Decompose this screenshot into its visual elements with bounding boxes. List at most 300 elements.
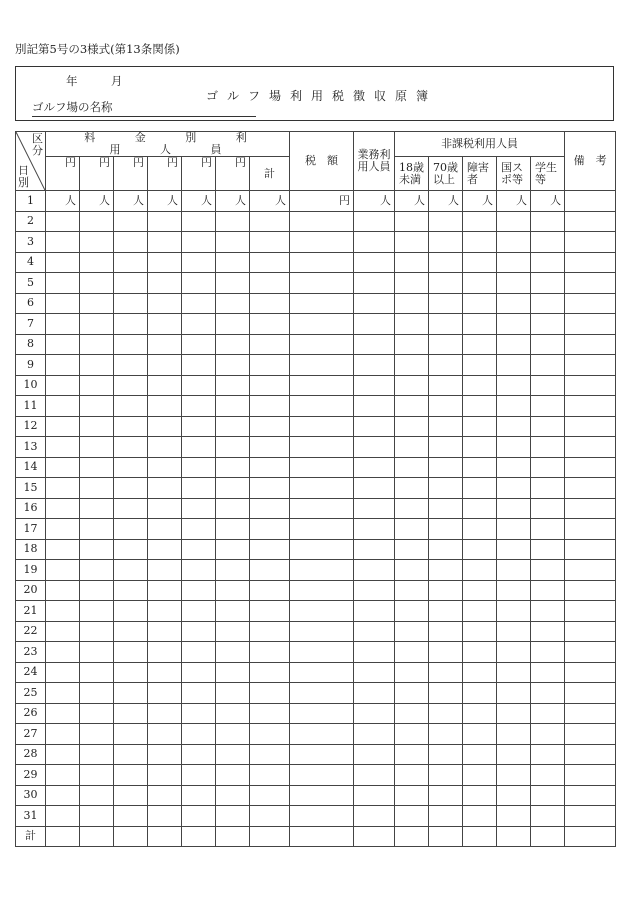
entry-cell[interactable]: [148, 355, 182, 376]
entry-cell[interactable]: [182, 826, 216, 847]
entry-cell[interactable]: [216, 498, 250, 519]
entry-cell[interactable]: [354, 744, 395, 765]
entry-cell[interactable]: [148, 273, 182, 294]
entry-cell[interactable]: [531, 293, 565, 314]
entry-cell[interactable]: [429, 273, 463, 294]
entry-cell[interactable]: [531, 785, 565, 806]
entry-cell[interactable]: [80, 519, 114, 540]
entry-cell[interactable]: [429, 765, 463, 786]
entry-cell[interactable]: [114, 211, 148, 232]
entry-cell[interactable]: [114, 785, 148, 806]
entry-cell[interactable]: [354, 826, 395, 847]
entry-cell[interactable]: [114, 396, 148, 417]
entry-cell[interactable]: [531, 375, 565, 396]
entry-cell[interactable]: [429, 806, 463, 827]
entry-cell[interactable]: [531, 621, 565, 642]
entry-cell[interactable]: [497, 703, 531, 724]
entry-cell[interactable]: [395, 539, 429, 560]
entry-cell[interactable]: [565, 519, 616, 540]
entry-cell[interactable]: [46, 396, 80, 417]
entry-cell[interactable]: [290, 314, 354, 335]
entry-cell[interactable]: [290, 416, 354, 437]
entry-cell[interactable]: [395, 498, 429, 519]
entry-cell[interactable]: [114, 375, 148, 396]
entry-cell[interactable]: [395, 478, 429, 499]
entry-cell[interactable]: [395, 375, 429, 396]
entry-cell[interactable]: [531, 252, 565, 273]
entry-cell[interactable]: [531, 806, 565, 827]
entry-cell[interactable]: [531, 519, 565, 540]
entry-cell[interactable]: [463, 621, 497, 642]
entry-cell[interactable]: [114, 273, 148, 294]
entry-cell[interactable]: [216, 375, 250, 396]
entry-cell[interactable]: [395, 457, 429, 478]
entry-cell[interactable]: [395, 744, 429, 765]
entry-cell[interactable]: [250, 826, 290, 847]
entry-cell[interactable]: [250, 498, 290, 519]
entry-cell[interactable]: [463, 293, 497, 314]
entry-cell[interactable]: [46, 724, 80, 745]
entry-cell[interactable]: [182, 273, 216, 294]
entry-cell[interactable]: [46, 601, 80, 622]
entry-cell[interactable]: [565, 806, 616, 827]
entry-cell[interactable]: [250, 683, 290, 704]
entry-cell[interactable]: [216, 662, 250, 683]
entry-cell[interactable]: [114, 765, 148, 786]
entry-cell[interactable]: [216, 478, 250, 499]
entry-cell[interactable]: [463, 601, 497, 622]
entry-cell[interactable]: [497, 724, 531, 745]
entry-cell[interactable]: [429, 396, 463, 417]
entry-cell[interactable]: [429, 314, 463, 335]
entry-cell[interactable]: [531, 437, 565, 458]
entry-cell[interactable]: [395, 232, 429, 253]
entry-cell[interactable]: [395, 314, 429, 335]
unit-cell[interactable]: 人: [114, 191, 148, 212]
entry-cell[interactable]: [114, 662, 148, 683]
entry-cell[interactable]: [80, 232, 114, 253]
entry-cell[interactable]: [290, 437, 354, 458]
entry-cell[interactable]: [497, 314, 531, 335]
entry-cell[interactable]: [290, 662, 354, 683]
entry-cell[interactable]: [250, 375, 290, 396]
entry-cell[interactable]: [182, 601, 216, 622]
entry-cell[interactable]: [46, 765, 80, 786]
entry-cell[interactable]: [114, 744, 148, 765]
entry-cell[interactable]: [290, 560, 354, 581]
entry-cell[interactable]: [290, 765, 354, 786]
entry-cell[interactable]: [148, 806, 182, 827]
entry-cell[interactable]: [354, 539, 395, 560]
entry-cell[interactable]: [182, 334, 216, 355]
entry-cell[interactable]: [463, 416, 497, 437]
entry-cell[interactable]: [182, 232, 216, 253]
entry-cell[interactable]: [354, 601, 395, 622]
entry-cell[interactable]: [250, 437, 290, 458]
entry-cell[interactable]: [497, 375, 531, 396]
entry-cell[interactable]: [216, 334, 250, 355]
entry-cell[interactable]: [429, 498, 463, 519]
entry-cell[interactable]: [80, 375, 114, 396]
entry-cell[interactable]: [463, 478, 497, 499]
entry-cell[interactable]: [114, 334, 148, 355]
entry-cell[interactable]: [497, 683, 531, 704]
entry-cell[interactable]: [46, 683, 80, 704]
entry-cell[interactable]: [216, 437, 250, 458]
entry-cell[interactable]: [290, 498, 354, 519]
entry-cell[interactable]: [148, 293, 182, 314]
entry-cell[interactable]: [250, 232, 290, 253]
entry-cell[interactable]: [463, 396, 497, 417]
entry-cell[interactable]: [148, 580, 182, 601]
entry-cell[interactable]: [216, 396, 250, 417]
entry-cell[interactable]: [250, 396, 290, 417]
entry-cell[interactable]: [250, 416, 290, 437]
entry-cell[interactable]: [148, 642, 182, 663]
entry-cell[interactable]: [182, 437, 216, 458]
entry-cell[interactable]: [148, 601, 182, 622]
entry-cell[interactable]: [46, 437, 80, 458]
entry-cell[interactable]: [216, 211, 250, 232]
entry-cell[interactable]: [429, 662, 463, 683]
entry-cell[interactable]: [354, 273, 395, 294]
entry-cell[interactable]: [429, 232, 463, 253]
entry-cell[interactable]: [46, 232, 80, 253]
entry-cell[interactable]: [80, 662, 114, 683]
entry-cell[interactable]: [46, 211, 80, 232]
entry-cell[interactable]: [114, 642, 148, 663]
entry-cell[interactable]: [354, 621, 395, 642]
entry-cell[interactable]: [80, 642, 114, 663]
entry-cell[interactable]: [497, 334, 531, 355]
entry-cell[interactable]: [182, 478, 216, 499]
entry-cell[interactable]: [114, 416, 148, 437]
entry-cell[interactable]: [429, 724, 463, 745]
entry-cell[interactable]: [354, 252, 395, 273]
entry-cell[interactable]: [463, 642, 497, 663]
entry-cell[interactable]: [114, 806, 148, 827]
entry-cell[interactable]: [114, 478, 148, 499]
entry-cell[interactable]: [290, 457, 354, 478]
entry-cell[interactable]: [354, 211, 395, 232]
entry-cell[interactable]: [497, 252, 531, 273]
entry-cell[interactable]: [395, 642, 429, 663]
entry-cell[interactable]: [148, 457, 182, 478]
entry-cell[interactable]: [182, 519, 216, 540]
entry-cell[interactable]: [429, 211, 463, 232]
entry-cell[interactable]: [216, 560, 250, 581]
entry-cell[interactable]: [182, 252, 216, 273]
entry-cell[interactable]: [565, 355, 616, 376]
entry-cell[interactable]: [46, 806, 80, 827]
entry-cell[interactable]: [395, 580, 429, 601]
entry-cell[interactable]: [354, 375, 395, 396]
entry-cell[interactable]: [46, 560, 80, 581]
entry-cell[interactable]: [429, 293, 463, 314]
entry-cell[interactable]: [46, 293, 80, 314]
entry-cell[interactable]: [114, 293, 148, 314]
entry-cell[interactable]: [148, 519, 182, 540]
entry-cell[interactable]: [463, 375, 497, 396]
entry-cell[interactable]: [290, 478, 354, 499]
entry-cell[interactable]: [290, 355, 354, 376]
entry-cell[interactable]: [463, 683, 497, 704]
entry-cell[interactable]: [182, 703, 216, 724]
entry-cell[interactable]: [429, 416, 463, 437]
entry-cell[interactable]: [395, 293, 429, 314]
entry-cell[interactable]: [565, 662, 616, 683]
entry-cell[interactable]: [497, 519, 531, 540]
entry-cell[interactable]: [216, 273, 250, 294]
entry-cell[interactable]: [250, 662, 290, 683]
entry-cell[interactable]: [148, 539, 182, 560]
entry-cell[interactable]: [148, 744, 182, 765]
entry-cell[interactable]: [354, 457, 395, 478]
entry-cell[interactable]: [148, 621, 182, 642]
entry-cell[interactable]: [531, 211, 565, 232]
entry-cell[interactable]: [565, 621, 616, 642]
unit-cell[interactable]: 人: [531, 191, 565, 212]
unit-cell[interactable]: 人: [395, 191, 429, 212]
entry-cell[interactable]: [531, 355, 565, 376]
entry-cell[interactable]: [80, 293, 114, 314]
entry-cell[interactable]: [290, 252, 354, 273]
entry-cell[interactable]: [354, 437, 395, 458]
entry-cell[interactable]: [395, 662, 429, 683]
entry-cell[interactable]: [395, 252, 429, 273]
entry-cell[interactable]: [80, 416, 114, 437]
entry-cell[interactable]: [463, 703, 497, 724]
entry-cell[interactable]: [80, 621, 114, 642]
entry-cell[interactable]: [182, 375, 216, 396]
entry-cell[interactable]: [46, 826, 80, 847]
entry-cell[interactable]: [395, 601, 429, 622]
entry-cell[interactable]: [429, 539, 463, 560]
entry-cell[interactable]: [250, 765, 290, 786]
entry-cell[interactable]: [182, 293, 216, 314]
entry-cell[interactable]: [565, 478, 616, 499]
entry-cell[interactable]: [354, 580, 395, 601]
entry-cell[interactable]: [429, 560, 463, 581]
unit-cell[interactable]: 円: [290, 191, 354, 212]
entry-cell[interactable]: [250, 519, 290, 540]
entry-cell[interactable]: [114, 252, 148, 273]
entry-cell[interactable]: [354, 662, 395, 683]
entry-cell[interactable]: [216, 826, 250, 847]
entry-cell[interactable]: [463, 498, 497, 519]
entry-cell[interactable]: [114, 826, 148, 847]
entry-cell[interactable]: [395, 683, 429, 704]
entry-cell[interactable]: [114, 580, 148, 601]
entry-cell[interactable]: [395, 724, 429, 745]
entry-cell[interactable]: [46, 744, 80, 765]
entry-cell[interactable]: [531, 724, 565, 745]
entry-cell[interactable]: [46, 314, 80, 335]
entry-cell[interactable]: [80, 273, 114, 294]
entry-cell[interactable]: [463, 785, 497, 806]
entry-cell[interactable]: [531, 744, 565, 765]
entry-cell[interactable]: [250, 273, 290, 294]
entry-cell[interactable]: [531, 416, 565, 437]
entry-cell[interactable]: [250, 703, 290, 724]
entry-cell[interactable]: [290, 601, 354, 622]
entry-cell[interactable]: [148, 416, 182, 437]
entry-cell[interactable]: [80, 560, 114, 581]
entry-cell[interactable]: [80, 724, 114, 745]
entry-cell[interactable]: [148, 314, 182, 335]
entry-cell[interactable]: [531, 580, 565, 601]
entry-cell[interactable]: [80, 314, 114, 335]
entry-cell[interactable]: [216, 457, 250, 478]
entry-cell[interactable]: [290, 724, 354, 745]
entry-cell[interactable]: [354, 806, 395, 827]
unit-cell[interactable]: 人: [497, 191, 531, 212]
entry-cell[interactable]: [565, 560, 616, 581]
entry-cell[interactable]: [46, 498, 80, 519]
entry-cell[interactable]: [463, 457, 497, 478]
entry-cell[interactable]: [182, 416, 216, 437]
entry-cell[interactable]: [531, 662, 565, 683]
entry-cell[interactable]: [148, 211, 182, 232]
entry-cell[interactable]: [80, 744, 114, 765]
unit-cell[interactable]: 人: [250, 191, 290, 212]
entry-cell[interactable]: [463, 539, 497, 560]
entry-cell[interactable]: [148, 396, 182, 417]
entry-cell[interactable]: [463, 580, 497, 601]
entry-cell[interactable]: [565, 765, 616, 786]
entry-cell[interactable]: [497, 211, 531, 232]
entry-cell[interactable]: [250, 601, 290, 622]
entry-cell[interactable]: [182, 621, 216, 642]
entry-cell[interactable]: [429, 703, 463, 724]
entry-cell[interactable]: [46, 478, 80, 499]
entry-cell[interactable]: [290, 273, 354, 294]
unit-cell[interactable]: 人: [182, 191, 216, 212]
entry-cell[interactable]: [531, 457, 565, 478]
entry-cell[interactable]: [497, 539, 531, 560]
entry-cell[interactable]: [148, 334, 182, 355]
entry-cell[interactable]: [531, 765, 565, 786]
entry-cell[interactable]: [114, 498, 148, 519]
entry-cell[interactable]: [565, 683, 616, 704]
entry-cell[interactable]: [497, 273, 531, 294]
entry-cell[interactable]: [114, 621, 148, 642]
entry-cell[interactable]: [114, 683, 148, 704]
entry-cell[interactable]: [290, 334, 354, 355]
entry-cell[interactable]: [429, 375, 463, 396]
entry-cell[interactable]: [216, 744, 250, 765]
entry-cell[interactable]: [182, 785, 216, 806]
entry-cell[interactable]: [395, 437, 429, 458]
entry-cell[interactable]: [290, 703, 354, 724]
entry-cell[interactable]: [46, 703, 80, 724]
entry-cell[interactable]: [395, 416, 429, 437]
entry-cell[interactable]: [429, 437, 463, 458]
entry-cell[interactable]: [429, 519, 463, 540]
entry-cell[interactable]: [565, 211, 616, 232]
entry-cell[interactable]: [182, 314, 216, 335]
entry-cell[interactable]: [429, 601, 463, 622]
entry-cell[interactable]: [565, 539, 616, 560]
entry-cell[interactable]: [148, 724, 182, 745]
entry-cell[interactable]: [531, 273, 565, 294]
entry-cell[interactable]: [531, 334, 565, 355]
entry-cell[interactable]: [531, 683, 565, 704]
entry-cell[interactable]: [216, 314, 250, 335]
entry-cell[interactable]: [216, 252, 250, 273]
entry-cell[interactable]: [497, 601, 531, 622]
entry-cell[interactable]: [148, 232, 182, 253]
entry-cell[interactable]: [395, 826, 429, 847]
entry-cell[interactable]: [148, 252, 182, 273]
entry-cell[interactable]: [531, 703, 565, 724]
entry-cell[interactable]: [114, 437, 148, 458]
entry-cell[interactable]: [216, 724, 250, 745]
entry-cell[interactable]: [290, 539, 354, 560]
entry-cell[interactable]: [250, 252, 290, 273]
entry-cell[interactable]: [114, 703, 148, 724]
entry-cell[interactable]: [250, 457, 290, 478]
entry-cell[interactable]: [497, 396, 531, 417]
entry-cell[interactable]: [46, 519, 80, 540]
entry-cell[interactable]: [46, 642, 80, 663]
entry-cell[interactable]: [114, 519, 148, 540]
entry-cell[interactable]: [250, 539, 290, 560]
course-name-field[interactable]: [32, 99, 256, 117]
entry-cell[interactable]: [565, 785, 616, 806]
entry-cell[interactable]: [531, 498, 565, 519]
entry-cell[interactable]: [182, 457, 216, 478]
entry-cell[interactable]: [497, 642, 531, 663]
entry-cell[interactable]: [290, 621, 354, 642]
unit-cell[interactable]: [565, 191, 616, 212]
entry-cell[interactable]: [565, 273, 616, 294]
entry-cell[interactable]: [182, 724, 216, 745]
entry-cell[interactable]: [497, 560, 531, 581]
entry-cell[interactable]: [497, 416, 531, 437]
entry-cell[interactable]: [565, 744, 616, 765]
entry-cell[interactable]: [250, 355, 290, 376]
entry-cell[interactable]: [531, 396, 565, 417]
entry-cell[interactable]: [216, 416, 250, 437]
entry-cell[interactable]: [395, 355, 429, 376]
entry-cell[interactable]: [114, 232, 148, 253]
entry-cell[interactable]: [290, 211, 354, 232]
entry-cell[interactable]: [46, 416, 80, 437]
entry-cell[interactable]: [182, 642, 216, 663]
entry-cell[interactable]: [565, 416, 616, 437]
entry-cell[interactable]: [148, 765, 182, 786]
entry-cell[interactable]: [46, 252, 80, 273]
entry-cell[interactable]: [429, 785, 463, 806]
entry-cell[interactable]: [565, 703, 616, 724]
unit-cell[interactable]: 人: [216, 191, 250, 212]
entry-cell[interactable]: [46, 355, 80, 376]
entry-cell[interactable]: [80, 580, 114, 601]
entry-cell[interactable]: [80, 437, 114, 458]
entry-cell[interactable]: [565, 457, 616, 478]
entry-cell[interactable]: [250, 211, 290, 232]
entry-cell[interactable]: [290, 744, 354, 765]
entry-cell[interactable]: [497, 662, 531, 683]
entry-cell[interactable]: [216, 580, 250, 601]
entry-cell[interactable]: [354, 314, 395, 335]
entry-cell[interactable]: [114, 601, 148, 622]
entry-cell[interactable]: [497, 744, 531, 765]
entry-cell[interactable]: [429, 457, 463, 478]
entry-cell[interactable]: [182, 580, 216, 601]
entry-cell[interactable]: [429, 683, 463, 704]
